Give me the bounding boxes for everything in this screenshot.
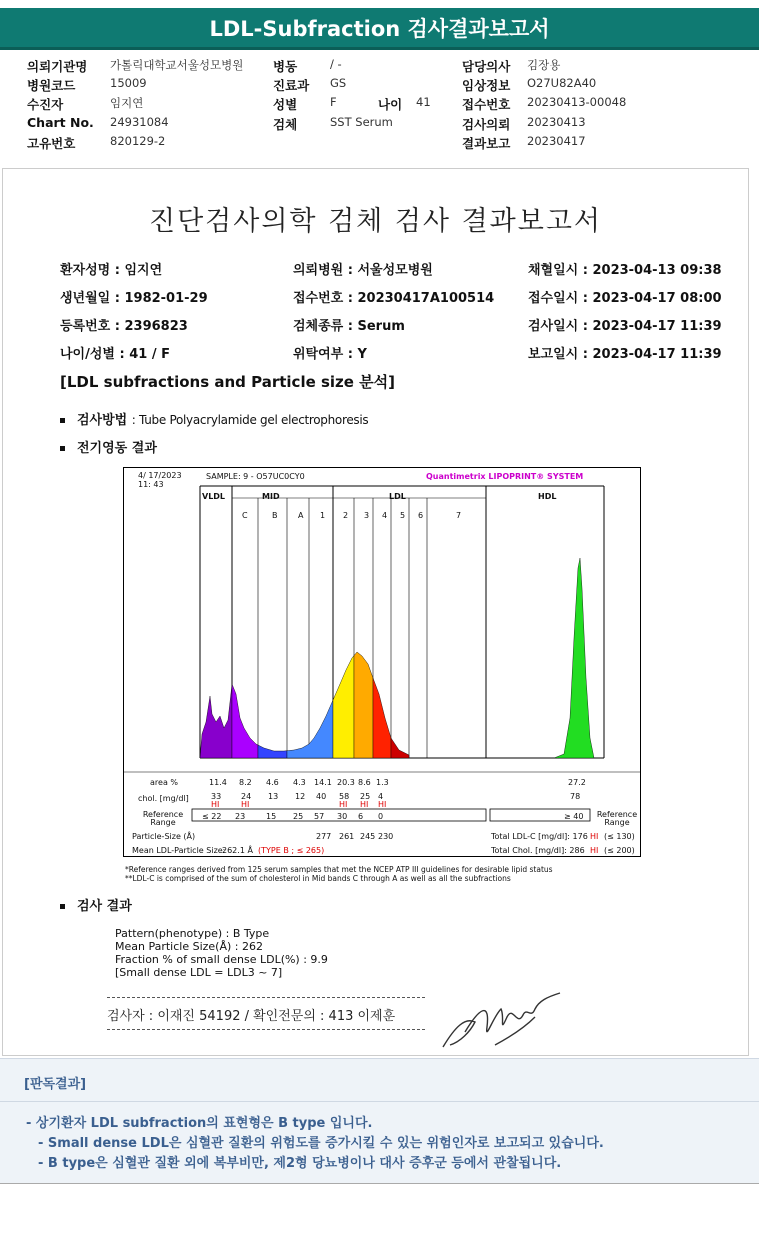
chol-value: 40 (316, 792, 327, 801)
divider-bottom (107, 1029, 425, 1030)
label-chart-no: Chart No. (27, 115, 94, 130)
footnote-1: *Reference ranges derived from 125 serum samples that met the NCEP ATP III guidelines for desirable lipid status (125, 865, 553, 874)
fraction-area-0 (200, 684, 232, 758)
label-patient: 수진자 (27, 97, 64, 112)
result-details (115, 927, 328, 979)
label-request-date: 검사의뢰 (462, 117, 511, 132)
reference-value: 6 (358, 812, 364, 821)
reference-value: 0 (378, 812, 384, 821)
hdl-peak (554, 558, 594, 758)
label-clinical-info: 임상정보 (462, 78, 511, 93)
report-title-bar: LDL-Subfraction 검사결과보고서 (0, 8, 759, 50)
chart-date: 4/ 17/2023 (138, 471, 182, 480)
result-fraction: Fraction % of small dense LDL(%) : 9.9 (115, 953, 328, 966)
band-3: 3 (364, 511, 370, 520)
mean-size-type: (TYPE B ; ≤ 265) (258, 846, 325, 855)
chol-value: 13 (268, 792, 279, 801)
value-ward: / - (330, 57, 342, 71)
area-value: 4.6 (266, 778, 279, 787)
total-chol-ref: (≤ 200) (604, 846, 635, 855)
chart-system: Quantimetrix LIPOPRINT® SYSTEM (426, 472, 584, 481)
field-outsourced: 위탁여부 : Y (293, 347, 367, 362)
chol-value: 58 (339, 792, 350, 801)
value-request-date: 20230413 (527, 115, 586, 129)
area-value: 1.3 (376, 778, 389, 787)
signature-line: 검사자 : 이재진 54192 / 확인전문의 : 413 이제훈 (107, 1009, 396, 1024)
band-4: 4 (382, 511, 388, 520)
band-7: 7 (456, 511, 462, 520)
area-value: 11.4 (209, 778, 227, 787)
value-doctor: 김장용 (527, 58, 561, 72)
result-label: 검사 결과 (77, 899, 132, 914)
right-reference-label: Reference Range (596, 810, 638, 827)
total-chol-flag: HI (590, 846, 599, 855)
method-label: 검사방법 (77, 413, 128, 428)
reference-value: ≤ 22 (202, 812, 222, 821)
judgement-line-3: - B type은 심혈관 질환 외에 복부비만, 제2형 당뇨병이나 대사 증후군 등에서 관찰됩니다. (38, 1156, 562, 1171)
bullet-icon (60, 446, 65, 451)
value-specimen: SST Serum (330, 115, 393, 129)
label-institution: 의뢰기관명 (27, 59, 88, 74)
chol-value: 12 (295, 792, 306, 801)
band-b: B (272, 511, 278, 520)
chart-sample: SAMPLE: 9 - O57UC0CY0 (206, 472, 305, 481)
row-label-area: area % (150, 778, 178, 787)
report-heading: 진단검사의학 검체 검사 결과보고서 (149, 206, 602, 237)
chol-flag: HI (378, 800, 387, 809)
value-chart-no: 24931084 (110, 115, 169, 129)
footnote-2: **LDL-C is comprised of the sum of cholesterol in Mid bands C through A as well as all the subfractions (125, 874, 511, 883)
value-hospital-code: 15009 (110, 76, 147, 90)
value-age: 41 (416, 95, 431, 109)
field-report-time: 보고일시 : 2023-04-17 11:39 (528, 347, 722, 362)
total-ldl: Total LDL-C [mg/dl]: 176 (491, 832, 588, 841)
bullet-icon (60, 418, 65, 423)
band-2: 2 (343, 511, 349, 520)
total-chol: Total Chol. [mg/dl]: 286 (491, 846, 585, 855)
row-label-particle-size: Particle-Size (Å) (132, 832, 196, 841)
label-hospital-code: 병원코드 (27, 78, 76, 93)
result-item (60, 895, 132, 914)
result-definition: [Small dense LDL = LDL3 ~ 7] (115, 966, 283, 979)
reference-value: ≥ 40 (564, 812, 584, 821)
section-title: [LDL subfractions and Particle size 분석] (60, 373, 396, 391)
label-vldl: VLDL (202, 492, 226, 501)
area-value: 4.3 (293, 778, 306, 787)
field-birth-date: 생년월일 : 1982-01-29 (60, 291, 208, 306)
field-hospital: 의뢰병원 : 서울성모병원 (293, 263, 433, 278)
method-item (60, 409, 368, 428)
chart-time: 11: 43 (138, 480, 164, 489)
total-ldl-flag: HI (590, 832, 599, 841)
electro-item (60, 437, 157, 456)
field-test-time: 검사일시 : 2023-04-17 11:39 (528, 319, 722, 334)
band-1: 1 (320, 511, 326, 520)
value-sex: F (330, 95, 337, 109)
fraction-area-4 (333, 656, 354, 758)
request-info (0, 54, 759, 154)
area-value: 14.1 (314, 778, 332, 787)
band-a: A (298, 511, 304, 520)
judgement-header: [판독결과] (0, 1058, 759, 1102)
band-c: C (242, 511, 248, 520)
field-collection-time: 채혈일시 : 2023-04-13 09:38 (528, 263, 722, 278)
judgement-body (0, 1102, 759, 1184)
label-department: 진료과 (273, 78, 310, 93)
divider-top (107, 997, 425, 998)
row-label-chol: chol. [mg/dl] (138, 794, 189, 803)
judgement-line-1: - 상기환자 LDL subfraction의 표현형은 B type 입니다. (26, 1116, 373, 1131)
chol-value: 25 (360, 792, 371, 801)
value-clinical-info: O27U82A40 (527, 76, 597, 90)
field-age-sex: 나이/성별 : 41 / F (60, 347, 171, 362)
label-hdl: HDL (538, 492, 557, 501)
chol-value: 4 (378, 792, 384, 801)
chol-value: 78 (570, 792, 581, 801)
lab-report (2, 168, 749, 1056)
row-label-reference: Reference Range (142, 810, 184, 827)
lipoprint-chart (123, 467, 641, 857)
result-mean-size: Mean Particle Size(Å) : 262 (115, 940, 263, 953)
value-department: GS (330, 76, 347, 90)
chart-footnotes (125, 865, 553, 883)
label-sex: 성별 (273, 97, 298, 112)
chol-flag: HI (211, 800, 220, 809)
label-doctor: 담당의사 (462, 59, 511, 74)
fraction-area-7 (391, 738, 409, 758)
value-patient: 임지연 (110, 96, 144, 110)
fraction-area-6 (373, 678, 391, 758)
fraction-area-1 (232, 684, 258, 758)
chol-flag: HI (241, 800, 250, 809)
judgement-line-2: - Small dense LDL은 심혈관 질환의 위험도를 증가시킬 수 있는 위험인자로 보고되고 있습니다. (38, 1136, 604, 1151)
label-ldl: LDL (389, 492, 406, 501)
label-ward: 병동 (273, 59, 298, 74)
field-receipt-time: 접수일시 : 2023-04-17 08:00 (528, 291, 722, 306)
bullet-icon (60, 904, 65, 909)
mean-size-value: 262.1 Å (222, 846, 253, 855)
label-receipt-no: 접수번호 (462, 97, 511, 112)
label-unique-no: 고유번호 (27, 136, 76, 151)
field-patient-name: 환자성명 : 임지연 (60, 263, 163, 278)
value-report-date: 20230417 (527, 134, 586, 148)
value-institution: 가톨릭대학교서울성모병원 (110, 58, 244, 72)
handwritten-signature (435, 987, 565, 1057)
value-receipt-no: 20230413-00048 (527, 95, 627, 109)
reference-value: 23 (235, 812, 246, 821)
method-value: : Tube Polyacrylamide gel electrophoresis (131, 413, 369, 427)
label-specimen: 검체 (273, 117, 298, 132)
label-report-date: 결과보고 (462, 136, 511, 151)
value-unique-no: 820129-2 (110, 134, 166, 148)
reference-value: 57 (314, 812, 325, 821)
total-ldl-ref: (≤ 130) (604, 832, 635, 841)
reference-value: 30 (337, 812, 348, 821)
chol-flag: HI (339, 800, 348, 809)
result-pattern: Pattern(phenotype) : B Type (115, 927, 270, 940)
area-value: 27.2 (568, 778, 586, 787)
particle-size-value: 230 (378, 832, 394, 841)
reference-value: 25 (293, 812, 304, 821)
row-label-mean-size: Mean LDL-Particle Size: (132, 846, 226, 855)
chol-value: 33 (211, 792, 222, 801)
area-value: 20.3 (337, 778, 355, 787)
band-5: 5 (400, 511, 406, 520)
particle-size-value: 277 (316, 832, 332, 841)
fraction-area-2 (258, 745, 287, 758)
field-accession-no: 접수번호 : 20230417A100514 (293, 291, 495, 306)
electro-label: 전기영동 결과 (77, 441, 157, 456)
fraction-area-5 (354, 652, 373, 758)
band-6: 6 (418, 511, 424, 520)
particle-size-value: 245 (360, 832, 376, 841)
field-registration-no: 등록번호 : 2396823 (60, 319, 188, 334)
chol-flag: HI (360, 800, 369, 809)
field-specimen-type: 검체종류 : Serum (293, 319, 405, 334)
chol-value: 24 (241, 792, 252, 801)
area-value: 8.2 (239, 778, 252, 787)
label-mid: MID (262, 492, 280, 501)
fraction-area-3 (287, 700, 333, 758)
particle-size-value: 261 (339, 832, 355, 841)
label-age: 나이 (378, 97, 403, 112)
area-value: 8.6 (358, 778, 371, 787)
reference-value: 15 (266, 812, 277, 821)
